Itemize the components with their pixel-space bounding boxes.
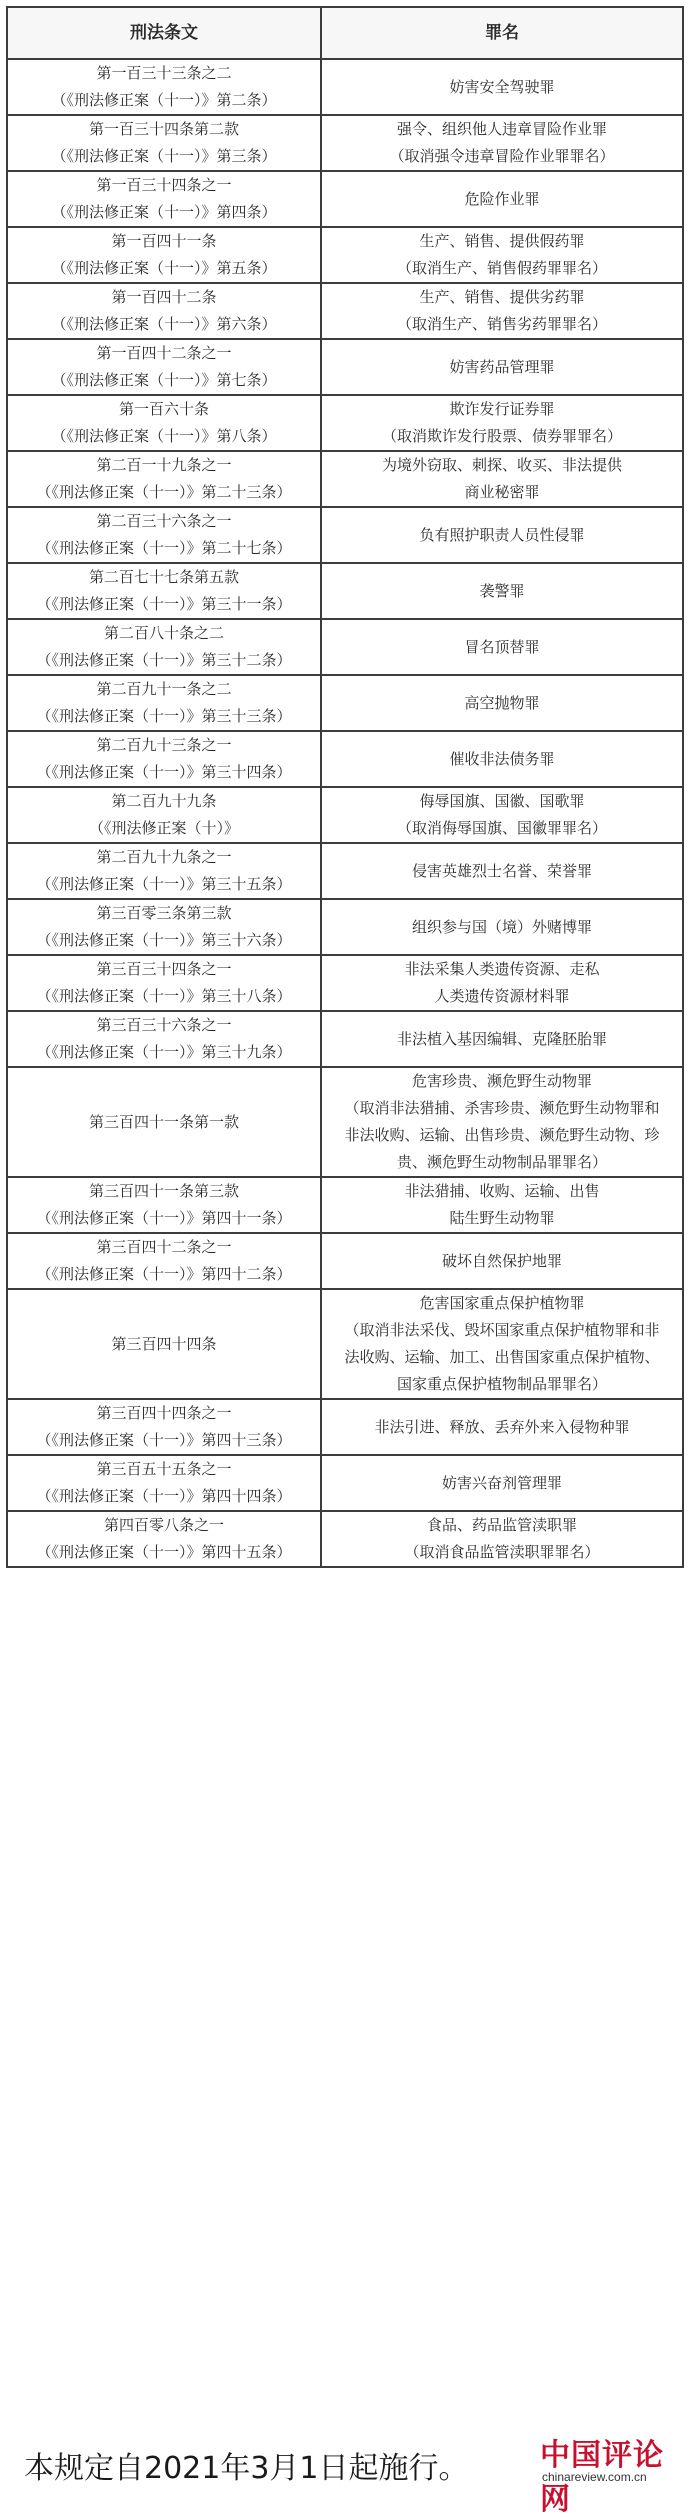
crime-text: （取消非法猎捕、杀害珍贵、濒危野生动物罪和 [344,1099,660,1117]
crime-cell [321,899,683,955]
watermark-url: chinareview.com.cn [542,2470,647,2484]
article-text: （《刑法修正案（十一）》第三条） [51,147,277,165]
article-text: 第二百九十九条之一 [96,848,232,866]
crime-text: 危险作业罪 [464,189,540,208]
article-cell [7,339,321,395]
article-cell [7,1067,321,1177]
crime-text: 强令、组织他人违章冒险作业罪 [396,120,607,138]
article-text: 第三百四十四条 [111,1334,217,1353]
article-text: （《刑法修正案（十一）》第四十一条） [36,1209,292,1227]
article-text: （《刑法修正案（十一）》第四十四条） [36,1487,292,1505]
crime-text: 非法植入基因编辑、克隆胚胎罪 [396,1029,607,1048]
crime-cell [321,59,683,115]
crime-cell [321,1177,683,1233]
crime-text: 生产、销售、提供假药罪 [419,232,585,250]
article-text: （《刑法修正案（十一）》第五条） [51,259,277,277]
article-cell [7,731,321,787]
article-text: （《刑法修正案（十一）》第六条） [51,315,277,333]
crime-cell [321,563,683,619]
article-text: 第三百四十四条之一 [96,1404,232,1422]
table-row [7,1011,683,1067]
article-text: （《刑法修正案（十一）》第二条） [51,91,277,109]
table-row [7,1177,683,1233]
crime-cell [321,1067,683,1177]
article-cell [7,899,321,955]
crime-text: 法收购、运输、加工、出售国家重点保护植物、 [344,1348,660,1366]
crime-text: 生产、销售、提供劣药罪 [419,288,585,306]
watermark-logo [540,2430,682,2517]
article-text: 第二百一十九条之一 [96,456,232,474]
article-text: （《刑法修正案（十一）》第二十三条） [36,483,292,501]
table-row [7,899,683,955]
crime-text: 妨害安全驾驶罪 [449,77,555,96]
article-cell [7,171,321,227]
table-row [7,451,683,507]
article-cell [7,227,321,283]
crime-cell [321,227,683,283]
article-cell [7,59,321,115]
article-text: 第二百九十九条 [111,792,217,810]
article-text: （《刑法修正案（十一）》第四十二条） [36,1265,292,1283]
article-text: 第一百四十二条之一 [96,344,232,362]
crime-text: 贵、濒危野生动物制品罪罪名） [396,1153,607,1171]
table-row [7,1511,683,1567]
crime-cell [321,731,683,787]
crime-text: 非法采集人类遗传资源、走私 [404,960,600,978]
crime-cell [321,1455,683,1511]
article-text: （《刑法修正案（十一）》第三十二条） [36,651,292,669]
article-cell [7,451,321,507]
crime-text: 非法引进、释放、丢弃外来入侵物种罪 [374,1417,630,1436]
crime-text: 食品、药品监管渎职罪 [426,1516,577,1534]
article-cell [7,955,321,1011]
crime-text: 妨害兴奋剂管理罪 [441,1473,562,1492]
article-text: （《刑法修正案（十一）》第八条） [51,427,277,445]
article-text: （《刑法修正案（十一）》第四十三条） [36,1431,292,1449]
table-row [7,115,683,171]
article-text: 第三百四十一条第三款 [88,1182,239,1200]
crime-text: 侵害英雄烈士名誉、荣誉罪 [411,861,592,880]
crime-cell [321,675,683,731]
article-cell [7,787,321,843]
article-text: （《刑法修正案（十一）》第三十一条） [36,595,292,613]
article-cell [7,1011,321,1067]
article-cell [7,1233,321,1289]
article-text: 第一百三十四条第二款 [88,120,239,138]
article-text: （《刑法修正案（十一）》第三十八条） [36,987,292,1005]
article-text: （《刑法修正案（十一）》第三十九条） [36,1043,292,1061]
crime-cell [321,1011,683,1067]
header-crime: 罪名 [321,7,683,59]
article-text: 第一百三十四条之一 [96,176,232,194]
crime-text: （取消欺诈发行股票、债券罪罪名） [381,427,622,445]
table-row [7,283,683,339]
article-text: 第一百三十三条之二 [96,64,232,82]
crime-cell [321,171,683,227]
crime-text: （取消强令违章冒险作业罪罪名） [389,147,615,165]
article-text: （《刑法修正案（十一）》第四十五条） [36,1543,292,1561]
crime-text: 危害珍贵、濒危野生动物罪 [411,1072,592,1090]
article-cell [7,395,321,451]
article-text: 第二百三十六条之一 [96,512,232,530]
article-text: 第三百四十一条第一款 [88,1112,239,1131]
table-body [7,59,683,1567]
article-text: 第三百五十五条之一 [96,1460,232,1478]
crime-table [6,6,684,1568]
crime-text: （取消非法采伐、毁坏国家重点保护植物罪和非 [344,1321,660,1339]
table-row [7,1289,683,1399]
watermark-logo-text: 中国评论网 [540,2438,664,2517]
article-text: 第二百七十七条第五款 [88,568,239,586]
article-text: 第三百零三条第三款 [96,904,232,922]
table-row [7,843,683,899]
crime-cell [321,1233,683,1289]
header-article: 刑法条文 [7,7,321,59]
crime-text: 为境外窃取、刺探、收买、非法提供 [381,456,622,474]
crime-text: 冒名顶替罪 [464,637,540,656]
table-row [7,171,683,227]
crime-cell [321,619,683,675]
table-row [7,563,683,619]
article-cell [7,619,321,675]
crime-text: 组织参与国（境）外赌博罪 [411,917,592,936]
crime-cell [321,395,683,451]
crime-text: 破坏自然保护地罪 [441,1251,562,1270]
article-cell [7,115,321,171]
table-header-row [7,7,683,59]
crime-text: 人类遗传资源材料罪 [434,987,570,1005]
table-row [7,1233,683,1289]
article-text: （《刑法修正案（十一）》第三十五条） [36,875,292,893]
crime-text: （取消生产、销售假药罪罪名） [396,259,607,277]
article-text: （《刑法修正案（十一）》第三十六条） [36,931,292,949]
crime-cell [321,1289,683,1399]
article-cell [7,1289,321,1399]
crime-cell [321,1399,683,1455]
table-row [7,955,683,1011]
crime-cell [321,115,683,171]
article-cell [7,563,321,619]
table-row [7,339,683,395]
crime-text: 国家重点保护植物制品罪罪名） [396,1375,607,1393]
table-row [7,1455,683,1511]
article-cell [7,675,321,731]
crime-text: 非法猎捕、收购、运输、出售 [404,1182,600,1200]
crime-text: 危害国家重点保护植物罪 [419,1294,585,1312]
effective-date-note: 本规定自2021年3月1日起施行。 [24,2451,469,2486]
article-text: 第一百四十二条 [111,288,217,306]
crime-text: 催收非法债务罪 [449,749,555,768]
crime-text: 商业秘密罪 [464,483,540,501]
article-cell [7,843,321,899]
table-row [7,395,683,451]
article-text: 第四百零八条之一 [103,1516,224,1534]
table-row [7,731,683,787]
article-cell [7,1399,321,1455]
crime-cell [321,339,683,395]
crime-cell [321,955,683,1011]
article-text: 第三百三十六条之一 [96,1016,232,1034]
table-row [7,227,683,283]
article-text: 第三百三十四条之一 [96,960,232,978]
article-text: （《刑法修正案（十一）》第三十四条） [36,763,292,781]
crime-cell [321,787,683,843]
article-text: （《刑法修正案（十一）》第二十七条） [36,539,292,557]
crime-cell [321,283,683,339]
table-row [7,1399,683,1455]
crime-text: 妨害药品管理罪 [449,357,555,376]
crime-cell [321,1511,683,1567]
crime-text: （取消食品监管渎职罪罪名） [404,1543,600,1561]
table-row [7,507,683,563]
article-text: （《刑法修正案（十）》 [88,819,239,837]
article-text: 第三百四十二条之一 [96,1238,232,1256]
article-text: （《刑法修正案（十一）》第三十三条） [36,707,292,725]
crime-text: 负有照护职责人员性侵罪 [419,525,585,544]
crime-text: （取消侮辱国旗、国徽罪罪名） [396,819,607,837]
crime-text: 袭警罪 [479,581,525,600]
crime-text: 陆生野生动物罪 [449,1209,555,1227]
article-cell [7,507,321,563]
crime-cell [321,507,683,563]
table-row [7,787,683,843]
article-text: 第二百九十三条之一 [96,736,232,754]
article-cell [7,1511,321,1567]
article-text: 第二百八十条之二 [103,624,224,642]
article-cell [7,1177,321,1233]
crime-cell [321,843,683,899]
article-cell [7,283,321,339]
table-row [7,59,683,115]
table-row [7,675,683,731]
crime-cell [321,451,683,507]
article-text: 第二百九十一条之二 [96,680,232,698]
crime-text: （取消生产、销售劣药罪罪名） [396,315,607,333]
table-row [7,1067,683,1177]
article-text: （《刑法修正案（十一）》第七条） [51,371,277,389]
article-text: 第一百四十一条 [111,232,217,250]
article-text: （《刑法修正案（十一）》第四条） [51,203,277,221]
crime-text: 侮辱国旗、国徽、国歌罪 [419,792,585,810]
crime-text: 非法收购、运输、出售珍贵、濒危野生动物、珍 [344,1126,660,1144]
crime-text: 高空抛物罪 [464,693,540,712]
crime-text: 欺诈发行证券罪 [449,400,555,418]
table-row [7,619,683,675]
article-text: 第一百六十条 [118,400,209,418]
article-cell [7,1455,321,1511]
